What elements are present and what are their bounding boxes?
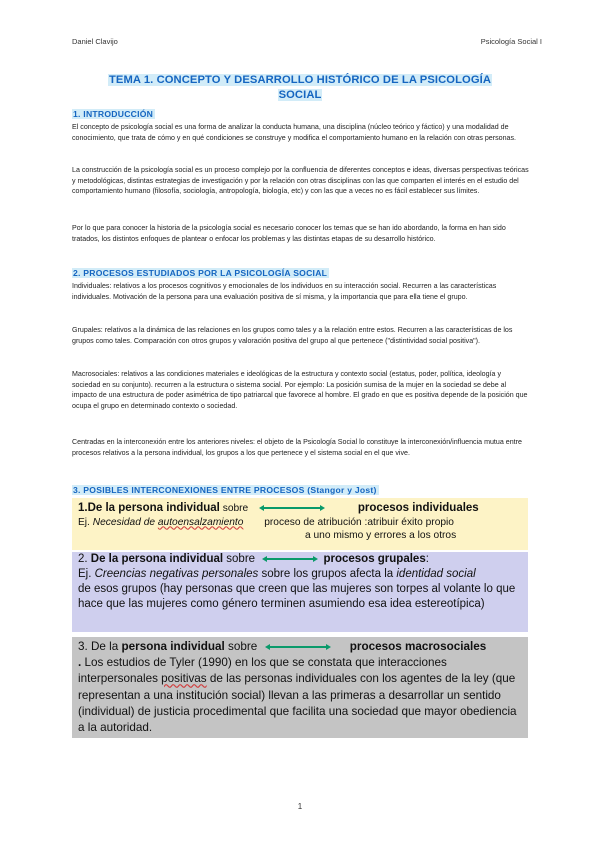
box-description: a uno mismo y errores a los otros	[305, 530, 457, 541]
box-example-word: autoensalzamiento	[157, 516, 244, 528]
box-line	[78, 639, 522, 655]
box-lead: persona individual	[121, 640, 225, 653]
box-text-c: de las personas individuales con los agentes de la ley (que representan a una institución social) llevan a las primeras a desarrollar un sentido (individual) de justicia procedimental que facilita una sociedad que mayor obediencia a la autoridad.	[78, 672, 517, 735]
box-ej: Ej.	[78, 516, 90, 528]
page-title-line1: TEMA 1. CONCEPTO Y DESARROLLO HISTÓRICO DE LA PSICOLOGÍA	[108, 74, 492, 86]
paragraph: Centradas en la interconexión entre los anteriores niveles: el objeto de la Psicología Social lo constituye la interconexión/influencia mutua entre procesos relativos a la persona individual, los grupos a los que pertenece y el sistema social en el que vive.	[72, 438, 522, 457]
interconnection-box-grupal	[72, 552, 528, 632]
box-text-b: positivas	[161, 672, 207, 686]
section-heading-interconexiones: 3. POSIBLES INTERCONEXIONES ENTRE PROCESOS (Stangor y Jost)	[73, 485, 377, 495]
box-target: procesos individuales	[357, 502, 479, 514]
paragraph: Por lo que para conocer la historia de la psicología social es necesario conocer los temas que se han ido abordando, la forma en han sido tratados, los distintos enfoques de plantear o enfocar los problemas y las distintas etapas de su desarrollo histórico.	[72, 224, 506, 243]
header-subject: Psicología Social I	[480, 37, 542, 46]
box-line	[78, 567, 522, 582]
box-text: de esos grupos (hay personas que creen que las mujeres son torpes al volante lo que hace que las mujeres como género terminen asumiendo esa idea estereotípica)	[78, 583, 516, 610]
box-lead: De la persona individual	[87, 553, 224, 565]
box-example: Necesidad de	[92, 516, 158, 528]
page-number: 1	[297, 802, 303, 811]
interconnection-box-individual	[72, 498, 528, 550]
box-colon: :	[425, 553, 429, 565]
paragraph: Individuales: relativos a los procesos cognitivos y emocionales de los individuos en su interacción social. Recurren a las características individuales. Motivación de la persona para una evaluación positiva de sí misma, y la importancia que para ella tiene el grupo.	[72, 282, 497, 301]
box-description: proceso de atribución :atribuir éxito propio	[264, 516, 454, 528]
box-example: Creencias negativas personales	[94, 568, 259, 580]
paragraph: La construcción de la psicología social es un proceso complejo por la confluencia de diferentes conceptos e ideas, diversas perspectivas teóricas y metodológicas, distintas estrategias de investigación y por la relación con otras disciplinas con las que comparten el interés en el estudio del comportamiento humano (filosofía, sociología, antropología, biología, etc) y con las que a veces no es fácil establecer sus límites.	[72, 166, 529, 196]
box-text-a: Los estudios de Tyler (1990) en los que se constata que interacciones interpersonales	[78, 656, 447, 686]
section-heading-procesos: 2. PROCESOS ESTUDIADOS POR LA PSICOLOGÍA SOCIAL	[73, 268, 328, 278]
page-title	[72, 73, 528, 103]
box-lead: De la persona individual	[87, 502, 220, 514]
box-sobre: sobre	[219, 503, 249, 514]
header-author: Daniel Clavijo	[72, 37, 118, 46]
box-line	[78, 502, 522, 516]
box-sobre: sobre	[223, 553, 256, 565]
page-title-line2: SOCIAL	[278, 89, 322, 101]
paragraph: El concepto de psicología social es una forma de analizar la conducta humana, una disciplina (núcleo teórico y fáctico) y una modalidad de conocimiento, que trata de cómo y en qué condiciones se construye y modifica el comportamiento humano en la relación con otras personas.	[72, 123, 517, 142]
box-number: 2.	[78, 553, 88, 565]
box-ej: Ej.	[78, 568, 95, 580]
box-text: sobre los grupos afecta la	[258, 568, 397, 580]
box-line	[78, 552, 522, 567]
box-text	[78, 655, 522, 736]
interconnection-box-macrosocial	[72, 637, 528, 738]
box-dot: .	[78, 656, 82, 670]
box-target: procesos macrosociales	[349, 640, 487, 653]
box-sobre: sobre	[224, 640, 258, 653]
paragraph: Grupales: relativos a la dinámica de las relaciones en los grupos como tales y a la relación entre estos. Recurren a las características de los grupos como tales. Comparación con otros grupos y valoración positiva del grupo al que pertenece ("distintividad social positiva").	[72, 326, 513, 345]
double-arrow-icon	[259, 505, 325, 511]
box-number: 1.	[78, 502, 88, 514]
box-line	[78, 516, 522, 530]
double-arrow-icon	[262, 556, 318, 562]
box-number: 3. De la	[78, 640, 122, 653]
section-heading-introduccion: 1. INTRODUCCIÓN	[73, 109, 154, 119]
box-target: procesos grupales	[323, 553, 426, 565]
paragraph: Macrosociales: relativos a las condiciones materiales e ideológicas de la estructura y contexto social (estatus, poder, política, ideología y sociedad en su conjunto). recurren a la estructura o sistema social. Por ejemplo: La posición sumisa de la mujer en la sociedad se debe al impacto de una estructura de poder asimétrica de tipo patriarcal que favorece al hombre. El grado en que es positiva depende de la posición que ocupa el grupo en determinado contexto o sociedad.	[72, 370, 528, 410]
box-example: identidad social	[396, 568, 476, 580]
double-arrow-icon	[265, 644, 331, 650]
